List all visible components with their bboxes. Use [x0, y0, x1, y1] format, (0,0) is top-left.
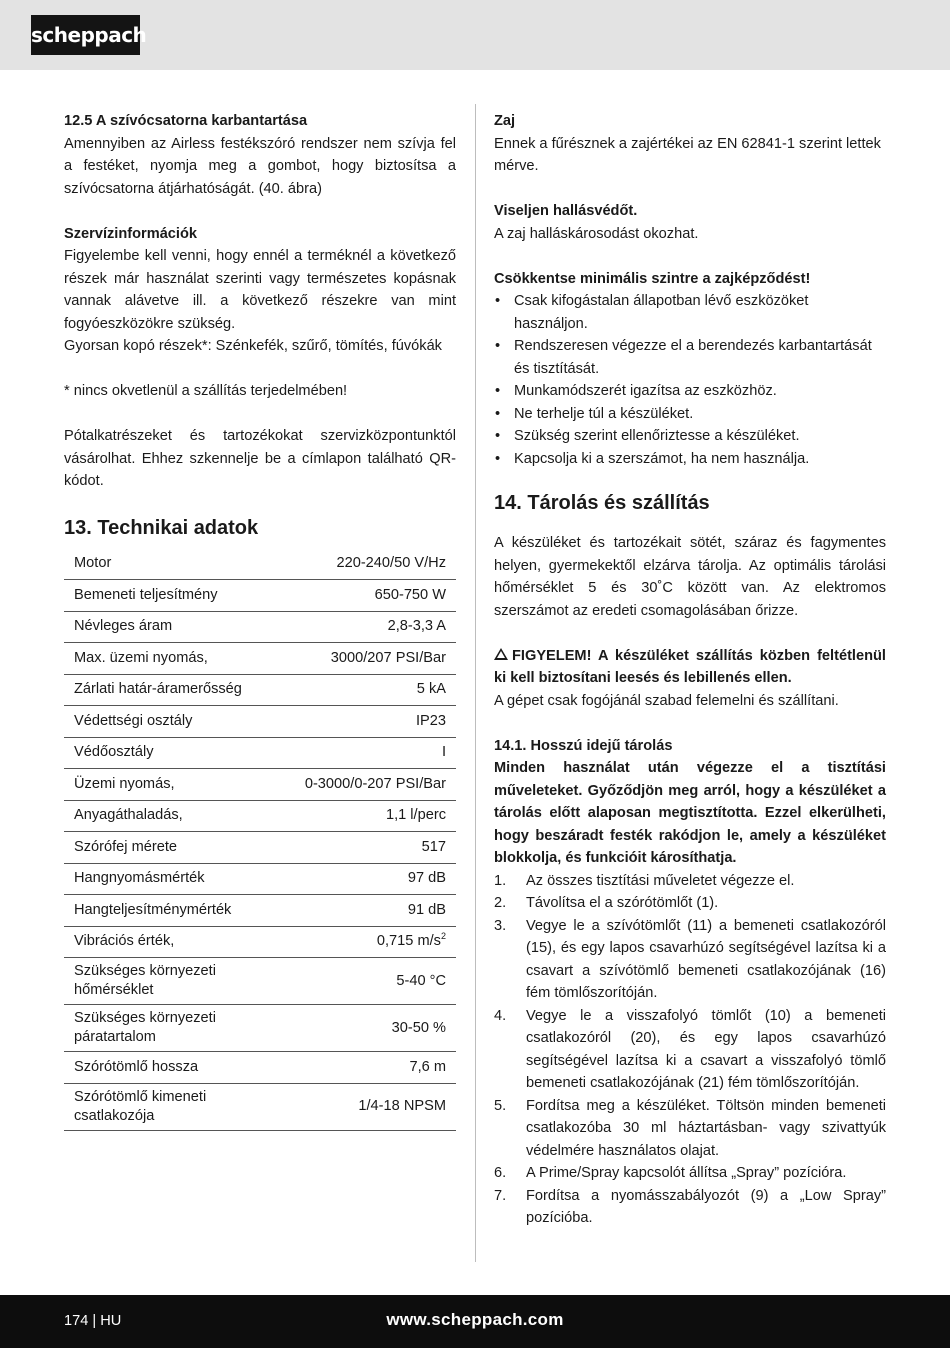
right-column — [494, 110, 886, 1230]
list-item: • Munkamódszerét igazítsa az eszközhöz. — [494, 380, 886, 403]
spec-value: 0,715 $m/s^2$ — [376, 931, 446, 950]
list-item: 2. Távolítsa el a szórótömlőt (1). — [494, 895, 719, 911]
spec-label: Max. üzemi nyomás, — [74, 649, 208, 666]
long-storage-intro: Minden használat után végezze el a tisztítási műveleteket. Győződjön meg arról, hogy a készüléket a tárolás előtt alaposan megtisztította. Ezzel elkerülheti, hogy beszáradt festék rakódjon le, amely a készüléket blokkolja, és funkcióit károsíthatja. — [494, 760, 886, 866]
unit-superscript: 2 — [440, 931, 446, 942]
list-item: • Csak kifogástalan állapotban lévő eszközöket használjon. — [494, 290, 886, 335]
list-item: 6. A Prime/Spray kapcsolót állítsa „Spray” pozícióra. — [494, 1165, 847, 1181]
wear-parts-text: Gyorsan kopó részek*: Szénkefék, szűrő, tömítés, fúvókák — [64, 338, 442, 354]
spec-value: 5 kA — [416, 681, 446, 698]
table-row — [64, 895, 456, 927]
spec-value: 7,6 m — [409, 1058, 446, 1075]
table-row — [64, 863, 456, 895]
column-divider — [475, 104, 476, 1262]
table-row — [64, 706, 456, 738]
spec-value: I — [441, 744, 446, 761]
spec-label: Anyagáthaladás, — [74, 807, 183, 824]
storage-heading: 14. Tárolás és szállítás — [494, 492, 710, 514]
service-info-title: Szervízinformációk — [64, 225, 198, 242]
list-item: • Kapcsolja ki a szerszámot, ha nem használja. — [494, 448, 886, 471]
spec-label: Védőosztály — [74, 744, 154, 761]
technical-data-heading: 13. Technikai adatok — [64, 516, 259, 539]
list-item: 3. Vegye le a szívótömlőt (11) a bemeneti csatlakozóról (15), és egy lapos csavarhúzó segítségével lazítsa ki a csavart a szívótömlő bemeneti csatlakozójának (16) fém tömlőszorítóján. — [494, 917, 886, 1001]
spec-value: 1/4-18 NPSM — [358, 1098, 446, 1114]
header-bar — [0, 0, 950, 70]
transport-warning — [494, 645, 886, 690]
reduce-noise-title: Csökkentse minimális szintre a zajképződést! — [494, 270, 811, 287]
spec-label: Hangnyomásmérték — [74, 870, 205, 887]
list-item: • Szükség szerint ellenőriztesse a készüléket. — [494, 425, 886, 448]
spec-value: 650-750 W — [374, 586, 446, 603]
spec-label: Szórótömlő kimeneti csatlakozója — [74, 1088, 207, 1124]
spec-value: 0-3000/0-207 PSI/Bar — [304, 775, 446, 792]
left-column — [64, 110, 456, 1131]
table-row — [64, 580, 456, 612]
table-row — [64, 769, 456, 801]
spec-label: Névleges áram — [74, 618, 173, 635]
spec-value: 97 dB — [407, 870, 446, 887]
spec-value: 5-40 °C — [396, 972, 446, 989]
footer-bar — [0, 1295, 950, 1348]
spec-label: Szórófej mérete — [74, 838, 178, 855]
brand-logo: scheppach — [31, 15, 140, 55]
transport-warning-text: FIGYELEM! A készüléket szállítás közben feltétlenül ki kell biztosítani leesés és lebillenés ellen. — [494, 647, 886, 686]
ear-protection-body: A zaj halláskárosodást okozhat. — [494, 225, 699, 242]
table-row — [64, 611, 456, 643]
spec-value: 91 dB — [407, 901, 446, 918]
table-row — [64, 674, 456, 706]
table-row — [64, 1005, 456, 1052]
spec-value: 220-240/50 V/Hz — [336, 555, 446, 572]
spec-value: IP23 — [415, 712, 446, 729]
table-row — [64, 832, 456, 864]
website-url: www.scheppach.com — [386, 1310, 564, 1329]
table-row — [64, 1083, 456, 1130]
table-row — [64, 800, 456, 832]
list-item: 5. Fordítsa meg a készüléket. Töltsön minden bemeneti csatlakozóba 30 ml háztartásban- vagy szivattyúk védelmére használatos olajat. — [494, 1097, 886, 1159]
spare-parts-text: Pótalkatrészeket és tartozékokat szervizközpontunktól vásárolhat. Ehhez szkennelje be a címlapon található QR-kódot. — [64, 428, 456, 489]
list-item: 1. Az összes tisztítási műveletet végezze el. — [494, 872, 795, 889]
noise-title: Zaj — [494, 113, 516, 129]
page-number: 174 | HU — [64, 1313, 122, 1329]
section-12-5-title: 12.5 A szívócsatorna karbantartása — [64, 113, 308, 129]
warning-triangle-icon — [494, 648, 508, 660]
long-storage-title: 14.1. Hosszú idejű tárolás — [494, 737, 673, 754]
service-info-body: Figyelembe kell venni, hogy ennél a terméknél a következő részek már használat szerinti vagy természetes kopásnak vannak alávetve ill. a következő részekre van mint fogyóeszközökre szükség. — [64, 248, 456, 332]
spec-table — [64, 549, 456, 1131]
spec-label: Vibrációs érték, — [74, 933, 175, 950]
spec-label: Bemeneti teljesítmény — [74, 586, 218, 603]
storage-steps-list — [494, 870, 886, 1230]
list-item: • Ne terhelje túl a készüléket. — [494, 403, 886, 426]
table-row — [64, 643, 456, 675]
table-row — [64, 958, 456, 1005]
noise-bullet-list — [494, 290, 886, 470]
transport-body: A gépet csak fogójánál szabad felemelni és szállítani. — [494, 692, 839, 709]
footnote-text: * nincs okvetlenül a szállítás terjedelmében! — [64, 383, 348, 399]
spec-label: Hangteljesítménymérték — [74, 901, 232, 918]
ear-protection-title: Viseljen hallásvédőt. — [494, 203, 638, 219]
spec-value: 2,8-3,3 A — [387, 618, 446, 635]
spec-label: Motor — [74, 555, 112, 572]
spec-value: 30-50 % — [391, 1019, 446, 1036]
table-row — [64, 737, 456, 769]
spec-label: Szórótömlő hossza — [74, 1058, 199, 1075]
spec-value: 3000/207 PSI/Bar — [330, 649, 446, 666]
storage-body: A készüléket és tartozékait sötét, száraz és fagymentes helyen, gyermekektől elzárva tárolja. Az optimális tárolási hőmérséklet 5 és 30˚C között van. Az elektromos szerszámot az eredeti csomagolásában őrizze. — [494, 535, 886, 619]
spec-value: 1,1 l/perc — [385, 807, 446, 824]
spec-value: 517 — [421, 838, 446, 855]
spec-label: Szükséges környezeti hőmérséklet — [74, 963, 216, 998]
list-item: 4. Vegye le a visszafolyó tömlőt (10) a bemeneti csatlakozóról (20), és egy lapos csavarhúzó segítségével lazítsa ki a csavart a visszafolyó tömlő bemeneti csatlakozójának (21) fém tömlőszorítóján. — [494, 1007, 886, 1091]
spec-label: Üzemi nyomás, — [74, 775, 175, 792]
spec-label: Szükséges környezeti páratartalom — [74, 1010, 216, 1045]
spec-label: Zárlati határ-áramerősség — [74, 681, 242, 698]
table-row — [64, 1052, 456, 1084]
table-row — [64, 549, 456, 580]
spec-label: Védettségi osztály — [74, 712, 193, 729]
section-12-5-body: Amennyiben az Airless festékszóró rendszer nem szívja fel a festéket, nyomja meg a gombot, hogy biztosítsa a szívócsatorna átjárhatóságát. (40. ábra) — [64, 135, 456, 197]
noise-body: Ennek a fűrésznek a zajértékei az EN 62841-1 szerint lettek mérve. — [494, 135, 881, 174]
list-item: 7. Fordítsa a nyomásszabályozót (9) a „Low Spray” pozícióba. — [494, 1187, 886, 1226]
list-item: • Rendszeresen végezze el a berendezés karbantartását és tisztítását. — [494, 335, 886, 380]
table-row — [64, 926, 456, 958]
